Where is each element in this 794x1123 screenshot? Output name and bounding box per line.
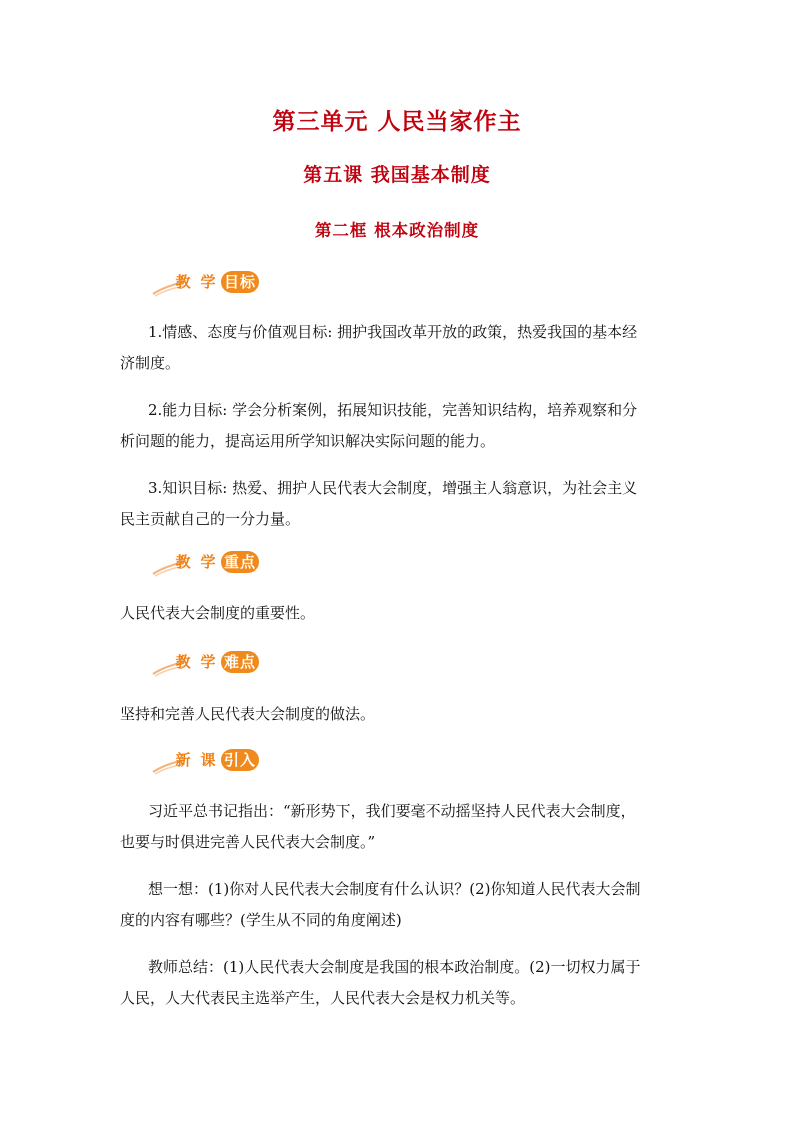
goal-3: 3.知识目标: 热爱、拥护人民代表大会制度，增强主人翁意识，为社会主义 民主贡献自己的一分力量。 bbox=[120, 479, 638, 528]
frame-title: 第二框 根本政治制度 bbox=[314, 221, 480, 240]
unit-title: 第三单元 人民当家作主 bbox=[272, 109, 522, 135]
badge-char: 新 bbox=[175, 751, 191, 769]
badge-char: 学 bbox=[200, 653, 216, 671]
section-badge-goals bbox=[151, 270, 261, 298]
badge-char: 学 bbox=[200, 553, 216, 571]
badge-box: 引入 bbox=[221, 749, 259, 771]
goal-1: 1.情感、态度与价值观目标: 拥护我国改革开放的政策，热爱我国的基本经 济制度。 bbox=[120, 323, 638, 372]
key-point-text: 人民代表大会制度的重要性。 bbox=[120, 604, 316, 622]
section-badge-intro bbox=[151, 748, 261, 776]
badge-char: 教 bbox=[175, 273, 191, 291]
badge-char: 学 bbox=[200, 273, 216, 291]
badge-char: 课 bbox=[200, 751, 216, 769]
badge-box: 重点 bbox=[221, 551, 259, 573]
lesson-title: 第五课 我国基本制度 bbox=[303, 164, 491, 186]
badge-char: 教 bbox=[175, 653, 191, 671]
intro-quote: 习近平总书记指出：“新形势下，我们要毫不动摇坚持人民代表大会制度， 也要与时俱进完善人民代表大会制度。” bbox=[120, 802, 636, 851]
section-badge-difficult bbox=[151, 650, 261, 678]
difficult-point-text: 坚持和完善人民代表大会制度的做法。 bbox=[120, 705, 376, 723]
badge-char: 教 bbox=[175, 553, 191, 571]
goal-2: 2.能力目标: 学会分析案例，拓展知识技能，完善知识结构，培养观察和分 析问题的能力，提高运用所学知识解决实际问题的能力。 bbox=[120, 401, 638, 450]
intro-question: 想一想：(1)你对人民代表大会制度有什么认识？(2)你知道人民代表大会制 度的内容有哪些？(学生从不同的角度阐述) bbox=[120, 880, 641, 929]
badge-box: 难点 bbox=[221, 651, 259, 673]
intro-summary: 教师总结：(1)人民代表大会制度是我国的根本政治制度。(2)一切权力属于 人民，人大代表民主选举产生，人民代表大会是权力机关等。 bbox=[120, 958, 641, 1007]
section-badge-key bbox=[151, 550, 261, 578]
badge-box: 目标 bbox=[221, 271, 259, 293]
